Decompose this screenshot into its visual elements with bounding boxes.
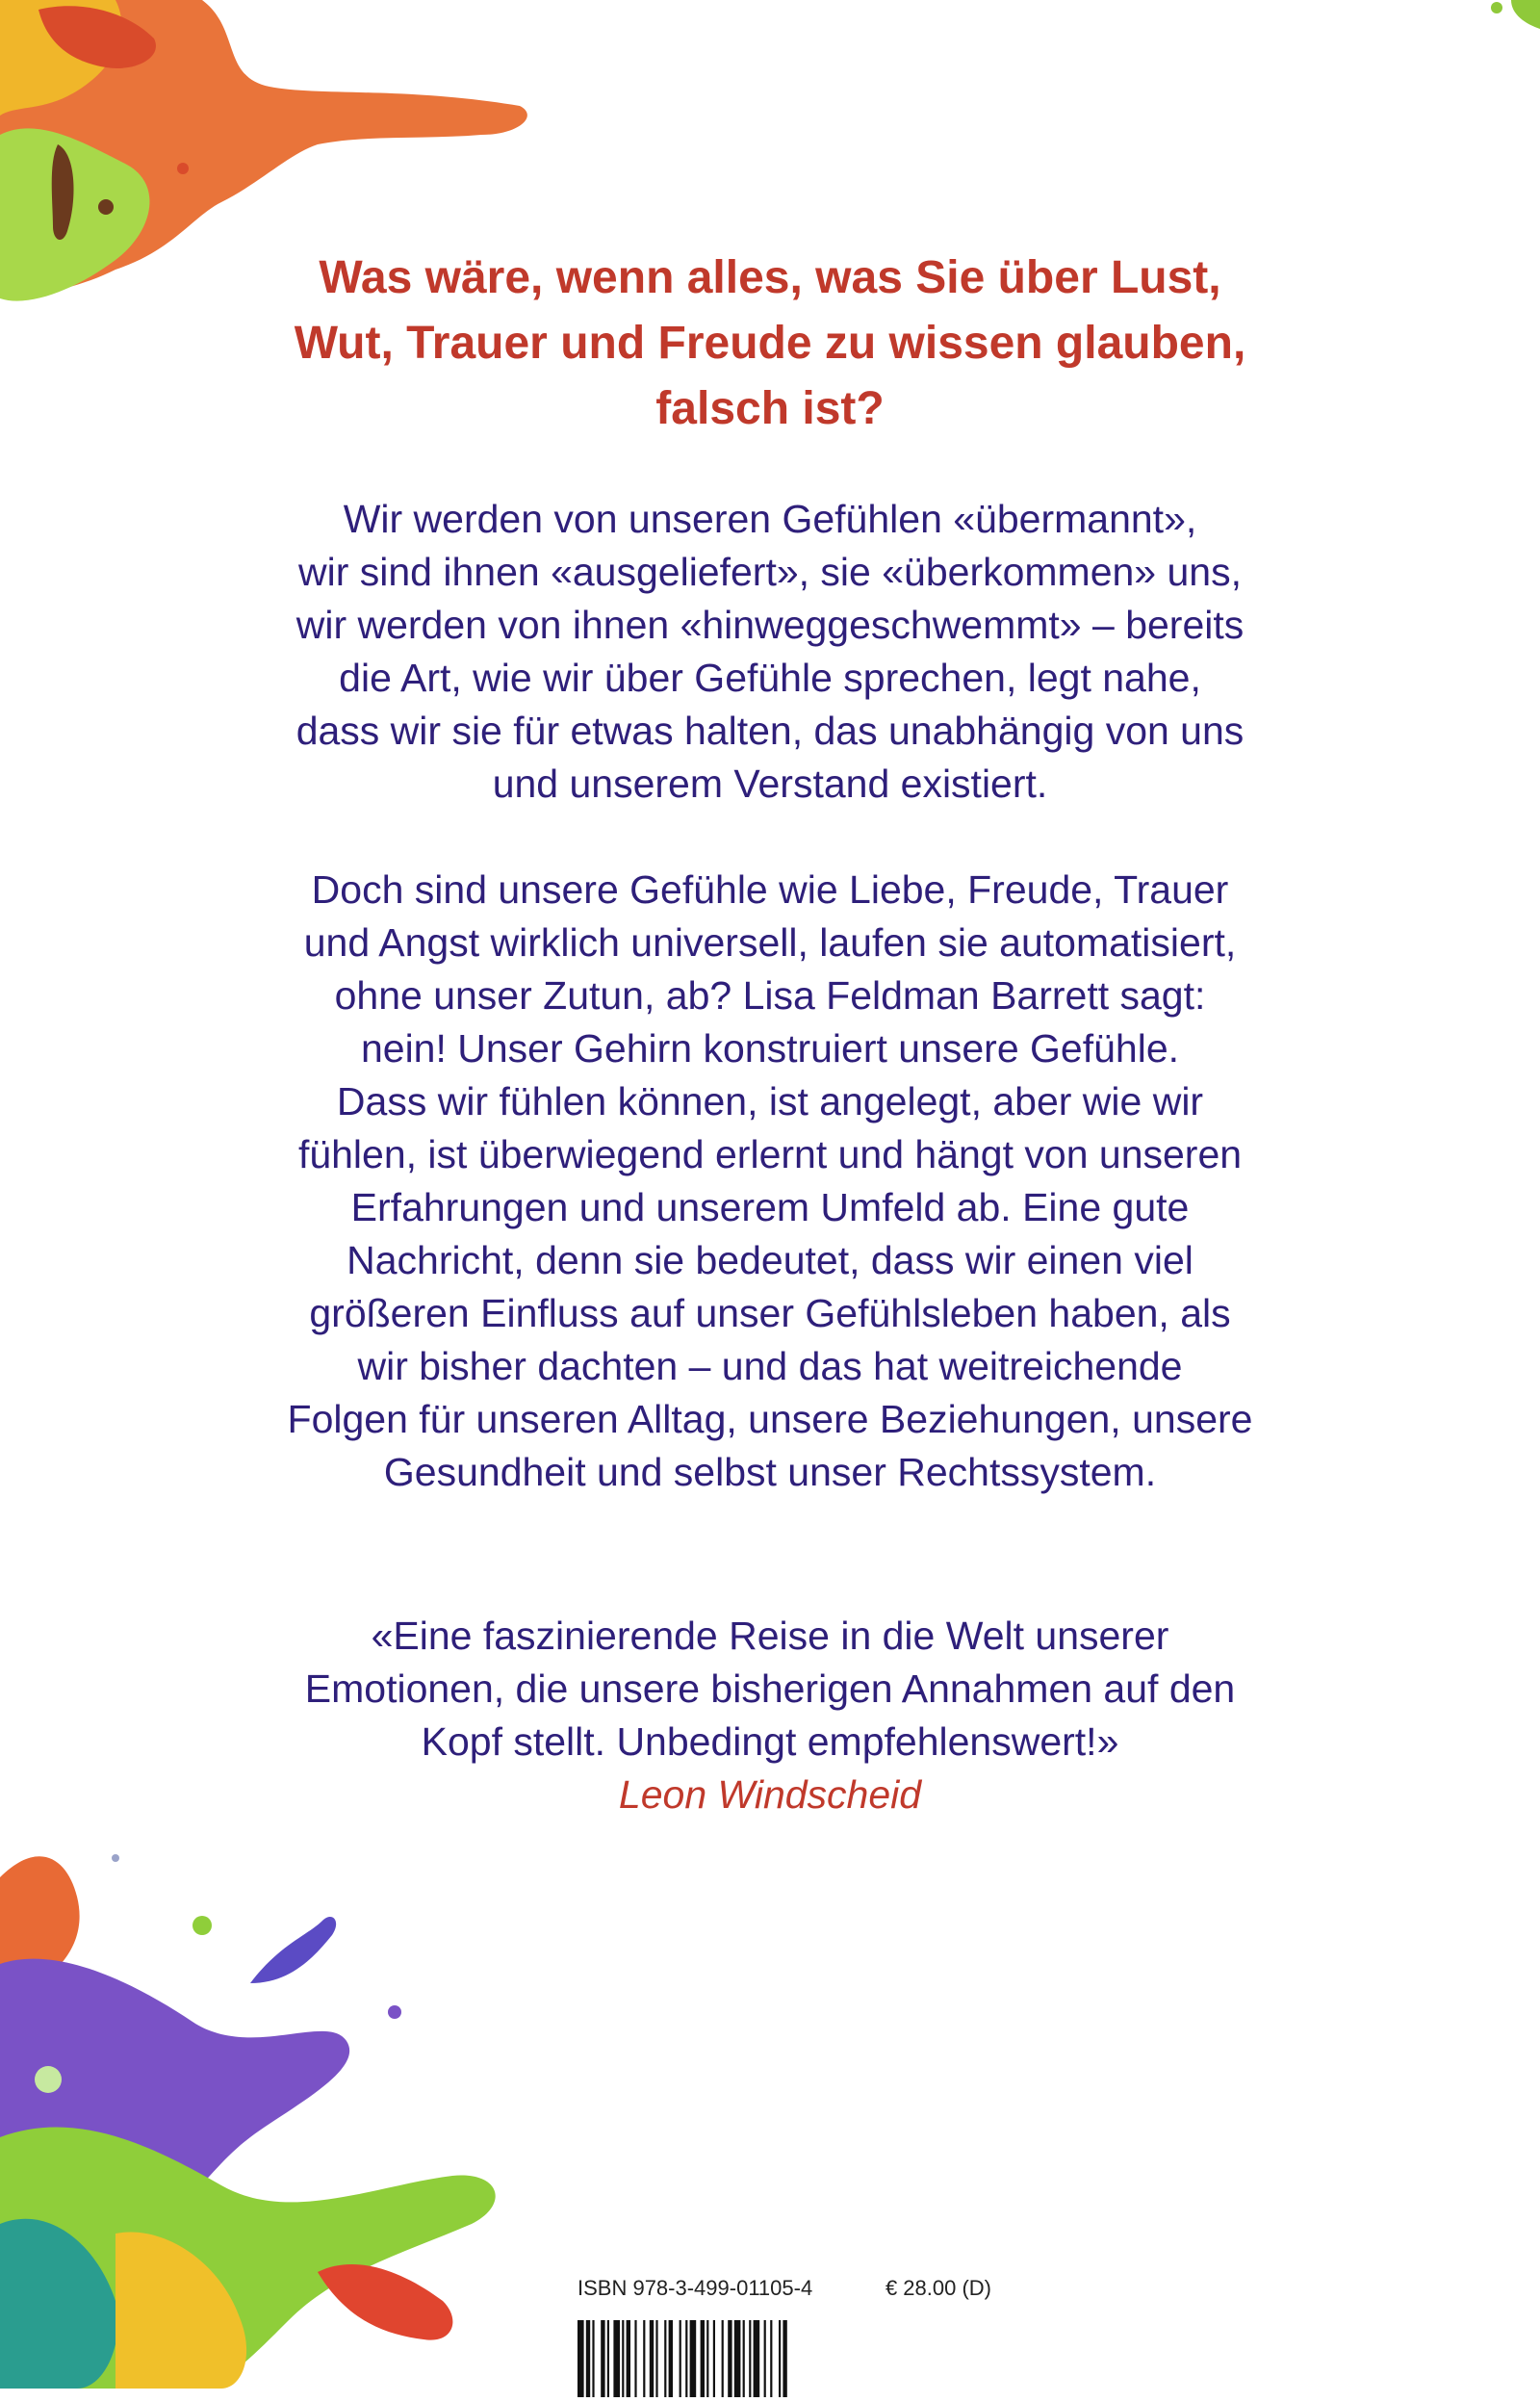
paint-splash-top-right [1482,0,1540,39]
paragraph-line: die Art, wie wir über Gefühle sprechen, legt nahe, [339,656,1201,700]
paragraph-line: Folgen für unseren Alltag, unsere Beziehungen, unsere [287,1397,1253,1441]
paragraph-line: und Angst wirklich universell, laufen sie automatisiert, [303,920,1237,965]
headline [144,245,1396,442]
quote-line: Kopf stellt. Unbedingt empfehlenswert!» [421,1719,1119,1764]
paragraph-line: Gesundheit und selbst unser Rechtssystem. [383,1450,1157,1494]
paragraph-line: Dass wir fühlen können, ist angelegt, aber wie wir [336,1079,1204,1124]
paragraph-line: fühlen, ist überwiegend erlernt und hängt von unseren [297,1132,1243,1176]
paragraph-line: Doch sind unsere Gefühle wie Liebe, Freude, Trauer [311,867,1229,912]
blurb-paragraph-2 [144,864,1396,1499]
paragraph-line: größeren Einfluss auf unser Gefühlsleben haben, als [309,1291,1231,1335]
isbn-text: ISBN 978-3-499-01105-4 [578,2276,813,2300]
headline-line: Wut, Trauer und Freude zu wissen glauben, [294,318,1246,369]
quote-line: «Eine faszinierende Reise in die Welt unserer [371,1614,1169,1658]
headline-line: Was wäre, wenn alles, was Sie über Lust, [319,252,1221,303]
price-text: € 28.00 (D) [885,2276,991,2300]
isbn-price-line [578,2274,991,2303]
headline-line: falsch ist? [655,383,885,434]
paragraph-line: Nachricht, denn sie bedeutet, dass wir einen viel [346,1238,1194,1282]
paragraph-line: wir werden von ihnen «hinweggeschwemmt» – bereits [295,603,1245,647]
paragraph-line: ohne unser Zutun, ab? Lisa Feldman Barrett sagt: [334,973,1206,1018]
paragraph-line: und unserem Verstand existiert. [492,762,1048,806]
paragraph-line: nein! Unser Gehirn konstruiert unsere Gefühle. [360,1026,1180,1071]
paragraph-line: dass wir sie für etwas halten, das unabhängig von uns [295,709,1245,753]
review-quote [144,1610,1396,1821]
quote-line: Emotionen, die unsere bisherigen Annahmen auf den [304,1666,1236,1711]
paragraph-line: Wir werden von unseren Gefühlen «übermannt», [343,497,1197,541]
blurb-paragraph-1 [144,493,1396,811]
quote-author: Leon Windscheid [618,1772,922,1817]
paragraph-line: wir bisher dachten – und das hat weitreichende [357,1344,1183,1388]
paragraph-line: Erfahrungen und unserem Umfeld ab. Eine gute [350,1185,1190,1229]
barcode [578,2320,982,2397]
barcode-block [578,2274,991,2389]
paint-splash-bottom-left [0,1820,539,2389]
paragraph-line: wir sind ihnen «ausgeliefert», sie «überkommen» uns, [298,550,1242,594]
